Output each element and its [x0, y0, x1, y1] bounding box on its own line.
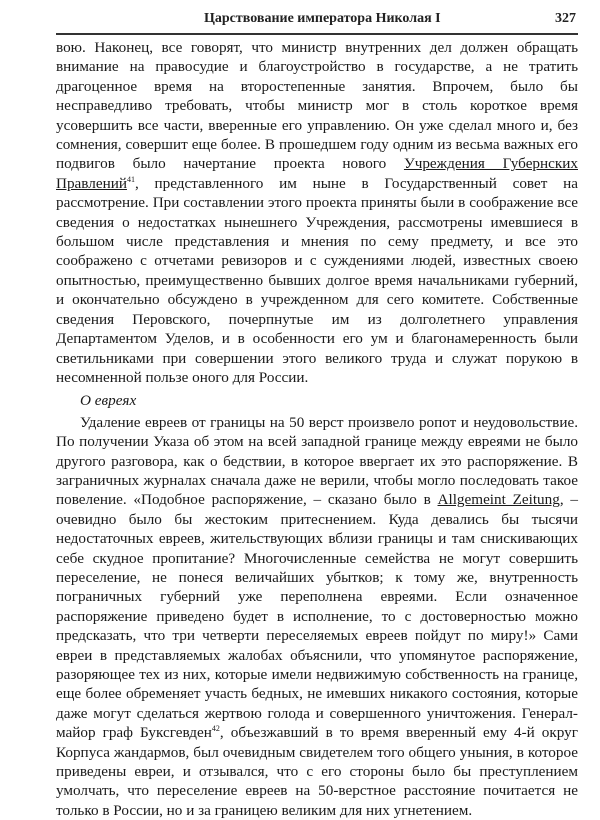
- section-subheading: О евреях: [80, 392, 137, 410]
- underlined-newspaper: Allgemeint Zeitung: [437, 491, 560, 509]
- underlined-title: Учреждения Губернских Правлений: [56, 155, 578, 192]
- paragraph-text: , представленного им ныне в Государственный совет на рассмотрение. При составлении этого проекта приняты были в соображение все сведения о недостатках нынешнего Учреждения, рассмотрены имевшиеся в большом числе представления и мнения по сему предмету, и все это соображено с отчетами ревизоров и с суждениями людей, известных своею опытностью, преимущественно бывших долгое время начальниками губерний, и окончательно обсуждено в учрежденном для сего комитете. Собственные сведения Перовского, почерпнутые им из долголетнего управления Департаментом Уделов, и в особенности его ум и благонамеренность были светильниками при совершении этого великого труда и служат порукою в несомненной пользе оного для России.: [56, 174, 578, 386]
- paragraph-text: Удаление евреев от границы на 50 верст произвело ропот и неудовольствие. По получении Указа об этом на всей западной границе между евреями не было другого разговора, как о бедствии, в которое ввергает их это распоряжение. В заграничных журналах сначала даже не верили, чтобы могло последовать такое повеление. «Подобное распоряжение, – сказано было в: [56, 413, 578, 509]
- paragraph-text: , объезжавший в то время вверенный ему 4-й округ Корпуса жандармов, был очевидным свидетелем того общего уныния, в которое приведены евреи, и отзывался, что с его стороны было бы преступлением умолчать, что переселение евреев на 50-верстное расстояние почитается не только в России, но и за границею великим для них угнетением.: [56, 724, 579, 819]
- paragraph-jews: [56, 413, 578, 820]
- footnote-marker: 42: [211, 724, 220, 734]
- body-text: [56, 38, 578, 820]
- paragraph-text: , – очевидно было бы жестоким притеснением. Куда девались бы тысячи недостаточных евреев, жительствующих вблизи границы и там снискивающих себе скудное пропитание? Многочисленные семейства не могут совершить переселение, не понеся величайших убытков; к тому же, внутренность пограничных губерний уже переполнена евреями. Если означенное распоряжение приведено будет в исполнение, то с достоверностью можно предсказать, что три четверти переселяемых евреев пойдут по миру!» Сами евреи в представляемых жалобах объяснили, что упомянутое распоряжение, разоряющее тех из них, которые имели недвижимую собственность на границе, еще более обременяет участь бедных, не имевших никакого состояния, которые даже могут сделаться жертвою голода и совершенного уничтожения. Генерал-майор граф Буксгевден: [56, 491, 578, 742]
- paragraph-perovsky: [56, 38, 578, 387]
- header-rule: [56, 33, 578, 35]
- footnote-marker: 41: [126, 174, 135, 184]
- running-title: Царствование императора Николая I: [204, 11, 441, 26]
- running-header: [56, 9, 576, 31]
- paragraph-text: вою. Наконец, все говорят, что министр внутренних дел должен обращать внимание на правосудие и благоустройство в государстве, а не тратить драгоценное время на второстепенные занятия. Впрочем, было бы несправедливо требовать, чтобы министр мог в столь короткое время усовершить все части, вверенные его управлению. Он уже сделал много и, без сомнения, совершит еще более. В прошедшем году одним из весьма важных его подвигов было начертание проекта нового: [56, 39, 578, 173]
- page-number: 327: [555, 11, 576, 26]
